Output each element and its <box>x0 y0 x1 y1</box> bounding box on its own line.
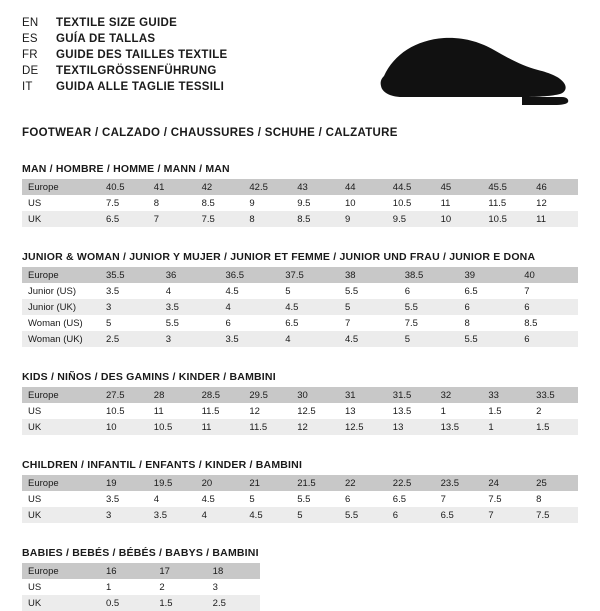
size-cell: 7.5 <box>196 211 244 227</box>
size-cell: 4 <box>148 491 196 507</box>
row-label: Woman (UK) <box>22 331 100 347</box>
size-cell: 12 <box>530 195 578 211</box>
size-cell: 44 <box>339 179 387 195</box>
size-cell: 7 <box>518 283 578 299</box>
table-row <box>22 579 260 595</box>
size-cell: 2 <box>530 403 578 419</box>
size-cell: 6.5 <box>435 507 483 523</box>
row-label: US <box>22 491 100 507</box>
table-row <box>22 283 578 299</box>
language-row <box>22 64 228 79</box>
table-row <box>22 403 578 419</box>
language-row <box>22 80 228 95</box>
size-cell: 1.5 <box>482 403 530 419</box>
table-row <box>22 179 578 195</box>
size-cell: 12.5 <box>291 403 339 419</box>
size-cell: 20 <box>196 475 244 491</box>
size-cell: 24 <box>482 475 530 491</box>
size-cell: 5.5 <box>339 507 387 523</box>
size-cell: 8 <box>148 195 196 211</box>
size-cell: 3 <box>100 507 148 523</box>
size-cell: 5 <box>243 491 291 507</box>
table-row <box>22 507 578 523</box>
size-cell: 6 <box>518 299 578 315</box>
size-cell: 21 <box>243 475 291 491</box>
size-table-wrapper <box>22 267 578 347</box>
size-cell: 5 <box>339 299 399 315</box>
size-cell: 10.5 <box>482 211 530 227</box>
size-group-title: KIDS / NIÑOS / DES GAMINS / KINDER / BAMBINI <box>22 371 276 383</box>
size-cell: 36 <box>160 267 220 283</box>
size-cell: 8 <box>243 211 291 227</box>
size-cell: 12 <box>291 419 339 435</box>
size-cell: 7.5 <box>100 195 148 211</box>
language-title: GUÍA DE TALLAS <box>56 33 156 45</box>
size-cell: 38.5 <box>399 267 459 283</box>
size-cell: 10.5 <box>148 419 196 435</box>
size-cell: 19.5 <box>148 475 196 491</box>
language-title: TEXTILGRÖSSENFÜHRUNG <box>56 65 217 77</box>
size-cell: 1 <box>100 579 153 595</box>
size-cell: 4.5 <box>279 299 339 315</box>
table-row <box>22 491 578 507</box>
size-cell: 21.5 <box>291 475 339 491</box>
size-group <box>22 251 578 347</box>
size-cell: 45 <box>435 179 483 195</box>
size-group-title: MAN / HOMBRE / HOMME / MANN / MAN <box>22 163 230 175</box>
size-cell: 7 <box>339 315 399 331</box>
size-cell: 39 <box>459 267 519 283</box>
language-title-list <box>22 16 228 95</box>
size-group-title: BABIES / BEBÉS / BÉBÉS / BABYS / BAMBINI <box>22 547 259 559</box>
size-cell: 7 <box>482 507 530 523</box>
size-table-wrapper <box>22 387 578 435</box>
size-cell: 12 <box>243 403 291 419</box>
size-cell: 6 <box>459 299 519 315</box>
row-label: UK <box>22 595 100 611</box>
size-cell: 5.5 <box>291 491 339 507</box>
table-row <box>22 419 578 435</box>
size-cell: 11 <box>196 419 244 435</box>
size-tables-container <box>22 163 578 611</box>
size-cell: 5.5 <box>160 315 220 331</box>
table-row <box>22 195 578 211</box>
size-cell: 36.5 <box>220 267 280 283</box>
size-cell: 5 <box>291 507 339 523</box>
size-cell: 13 <box>387 419 435 435</box>
size-cell: 6 <box>518 331 578 347</box>
size-cell: 35.5 <box>100 267 160 283</box>
language-code: IT <box>22 81 33 93</box>
table-row <box>22 331 578 347</box>
size-cell: 7 <box>148 211 196 227</box>
language-row <box>22 32 228 47</box>
size-group <box>22 547 578 611</box>
size-cell: 3.5 <box>220 331 280 347</box>
size-cell: 13.5 <box>435 419 483 435</box>
size-cell: 6.5 <box>387 491 435 507</box>
size-cell: 22 <box>339 475 387 491</box>
size-table <box>22 475 578 523</box>
size-cell: 11.5 <box>196 403 244 419</box>
table-row <box>22 211 578 227</box>
size-cell: 42 <box>196 179 244 195</box>
size-cell: 7.5 <box>530 507 578 523</box>
size-cell: 5.5 <box>459 331 519 347</box>
row-label: Europe <box>22 179 100 195</box>
size-cell: 4.5 <box>196 491 244 507</box>
size-group <box>22 459 578 523</box>
row-label: Junior (US) <box>22 283 100 299</box>
size-cell: 25 <box>530 475 578 491</box>
size-cell: 4 <box>160 283 220 299</box>
size-cell: 9 <box>339 211 387 227</box>
size-cell: 31.5 <box>387 387 435 403</box>
language-title: TEXTILE SIZE GUIDE <box>56 17 178 29</box>
size-cell: 3 <box>207 579 260 595</box>
size-table <box>22 179 578 227</box>
size-cell: 11 <box>435 195 483 211</box>
size-cell: 28.5 <box>196 387 244 403</box>
table-row <box>22 475 578 491</box>
size-cell: 44.5 <box>387 179 435 195</box>
row-label: Woman (US) <box>22 315 100 331</box>
language-code: EN <box>22 17 39 29</box>
table-row <box>22 387 578 403</box>
row-label: Junior (UK) <box>22 299 100 315</box>
size-cell: 5 <box>399 331 459 347</box>
size-table <box>22 563 260 611</box>
size-cell: 31 <box>339 387 387 403</box>
language-code: DE <box>22 65 39 77</box>
size-cell: 43 <box>291 179 339 195</box>
size-cell: 2.5 <box>100 331 160 347</box>
size-cell: 27.5 <box>100 387 148 403</box>
language-title: GUIDE DES TAILLES TEXTILE <box>56 49 228 61</box>
size-cell: 16 <box>100 563 153 579</box>
row-label: US <box>22 579 100 595</box>
size-cell: 10.5 <box>387 195 435 211</box>
size-cell: 0.5 <box>100 595 153 611</box>
size-cell: 3 <box>100 299 160 315</box>
size-cell: 8 <box>530 491 578 507</box>
size-cell: 3 <box>160 331 220 347</box>
size-cell: 10.5 <box>100 403 148 419</box>
row-label: Europe <box>22 267 100 283</box>
table-row <box>22 299 578 315</box>
size-cell: 45.5 <box>482 179 530 195</box>
size-cell: 6.5 <box>279 315 339 331</box>
dress-shoe-icon <box>372 30 572 110</box>
size-cell: 11.5 <box>482 195 530 211</box>
size-table <box>22 387 578 435</box>
size-cell: 28 <box>148 387 196 403</box>
size-cell: 3.5 <box>100 283 160 299</box>
size-group <box>22 163 578 227</box>
size-cell: 6 <box>220 315 280 331</box>
size-table <box>22 267 578 347</box>
size-table-wrapper <box>22 179 578 227</box>
size-cell: 3.5 <box>100 491 148 507</box>
size-cell: 32 <box>435 387 483 403</box>
row-label: UK <box>22 507 100 523</box>
size-cell: 1.5 <box>530 419 578 435</box>
size-cell: 9.5 <box>291 195 339 211</box>
size-group-title: JUNIOR & WOMAN / JUNIOR Y MUJER / JUNIOR ET FEMME / JUNIOR UND FRAU / JUNIOR E DONA <box>22 251 536 263</box>
row-label: US <box>22 403 100 419</box>
size-cell: 1 <box>435 403 483 419</box>
size-cell: 41 <box>148 179 196 195</box>
row-label: Europe <box>22 387 100 403</box>
language-code: FR <box>22 49 38 61</box>
row-label: Europe <box>22 475 100 491</box>
row-label: US <box>22 195 100 211</box>
size-cell: 6.5 <box>459 283 519 299</box>
size-cell: 5.5 <box>339 283 399 299</box>
size-cell: 6 <box>387 507 435 523</box>
size-cell: 23.5 <box>435 475 483 491</box>
table-row <box>22 267 578 283</box>
size-cell: 5.5 <box>399 299 459 315</box>
table-row <box>22 595 260 611</box>
size-cell: 4 <box>279 331 339 347</box>
size-group-title: CHILDREN / INFANTIL / ENFANTS / KINDER / BAMBINI <box>22 459 303 471</box>
size-cell: 3.5 <box>148 507 196 523</box>
size-cell: 46 <box>530 179 578 195</box>
size-cell: 8 <box>459 315 519 331</box>
size-cell: 3.5 <box>160 299 220 315</box>
size-cell: 5 <box>100 315 160 331</box>
size-cell: 6 <box>399 283 459 299</box>
size-cell: 6.5 <box>100 211 148 227</box>
size-cell: 40 <box>518 267 578 283</box>
size-cell: 10 <box>435 211 483 227</box>
size-cell: 8.5 <box>518 315 578 331</box>
language-row <box>22 16 228 31</box>
row-label: Europe <box>22 563 100 579</box>
row-label: UK <box>22 211 100 227</box>
size-group <box>22 371 578 435</box>
category-heading: FOOTWEAR / CALZADO / CHAUSSURES / SCHUHE / CALZATURE <box>22 127 398 139</box>
size-cell: 17 <box>153 563 206 579</box>
size-cell: 2 <box>153 579 206 595</box>
size-cell: 7.5 <box>482 491 530 507</box>
size-cell: 8.5 <box>291 211 339 227</box>
size-cell: 9.5 <box>387 211 435 227</box>
size-table-wrapper <box>22 563 260 611</box>
language-code: ES <box>22 33 38 45</box>
size-cell: 5 <box>279 283 339 299</box>
size-cell: 6 <box>339 491 387 507</box>
size-cell: 19 <box>100 475 148 491</box>
size-cell: 29.5 <box>243 387 291 403</box>
size-cell: 4 <box>220 299 280 315</box>
size-table-wrapper <box>22 475 578 523</box>
size-cell: 10 <box>100 419 148 435</box>
size-cell: 8.5 <box>196 195 244 211</box>
size-cell: 7.5 <box>399 315 459 331</box>
size-cell: 33.5 <box>530 387 578 403</box>
size-cell: 11.5 <box>243 419 291 435</box>
table-row <box>22 563 260 579</box>
size-cell: 30 <box>291 387 339 403</box>
size-cell: 37.5 <box>279 267 339 283</box>
size-cell: 4.5 <box>220 283 280 299</box>
size-cell: 1.5 <box>153 595 206 611</box>
size-cell: 18 <box>207 563 260 579</box>
size-cell: 11 <box>530 211 578 227</box>
size-cell: 13 <box>339 403 387 419</box>
size-cell: 9 <box>243 195 291 211</box>
table-row <box>22 315 578 331</box>
size-cell: 13.5 <box>387 403 435 419</box>
size-cell: 40.5 <box>100 179 148 195</box>
size-cell: 33 <box>482 387 530 403</box>
size-cell: 10 <box>339 195 387 211</box>
language-title: GUIDA ALLE TAGLIE TESSILI <box>56 81 225 93</box>
size-cell: 38 <box>339 267 399 283</box>
size-cell: 2.5 <box>207 595 260 611</box>
size-cell: 4.5 <box>339 331 399 347</box>
size-cell: 7 <box>435 491 483 507</box>
row-label: UK <box>22 419 100 435</box>
language-row <box>22 48 228 63</box>
size-cell: 1 <box>482 419 530 435</box>
size-cell: 11 <box>148 403 196 419</box>
size-cell: 42.5 <box>243 179 291 195</box>
size-cell: 4 <box>196 507 244 523</box>
size-cell: 4.5 <box>243 507 291 523</box>
size-cell: 12.5 <box>339 419 387 435</box>
page-header <box>22 16 578 110</box>
size-cell: 22.5 <box>387 475 435 491</box>
